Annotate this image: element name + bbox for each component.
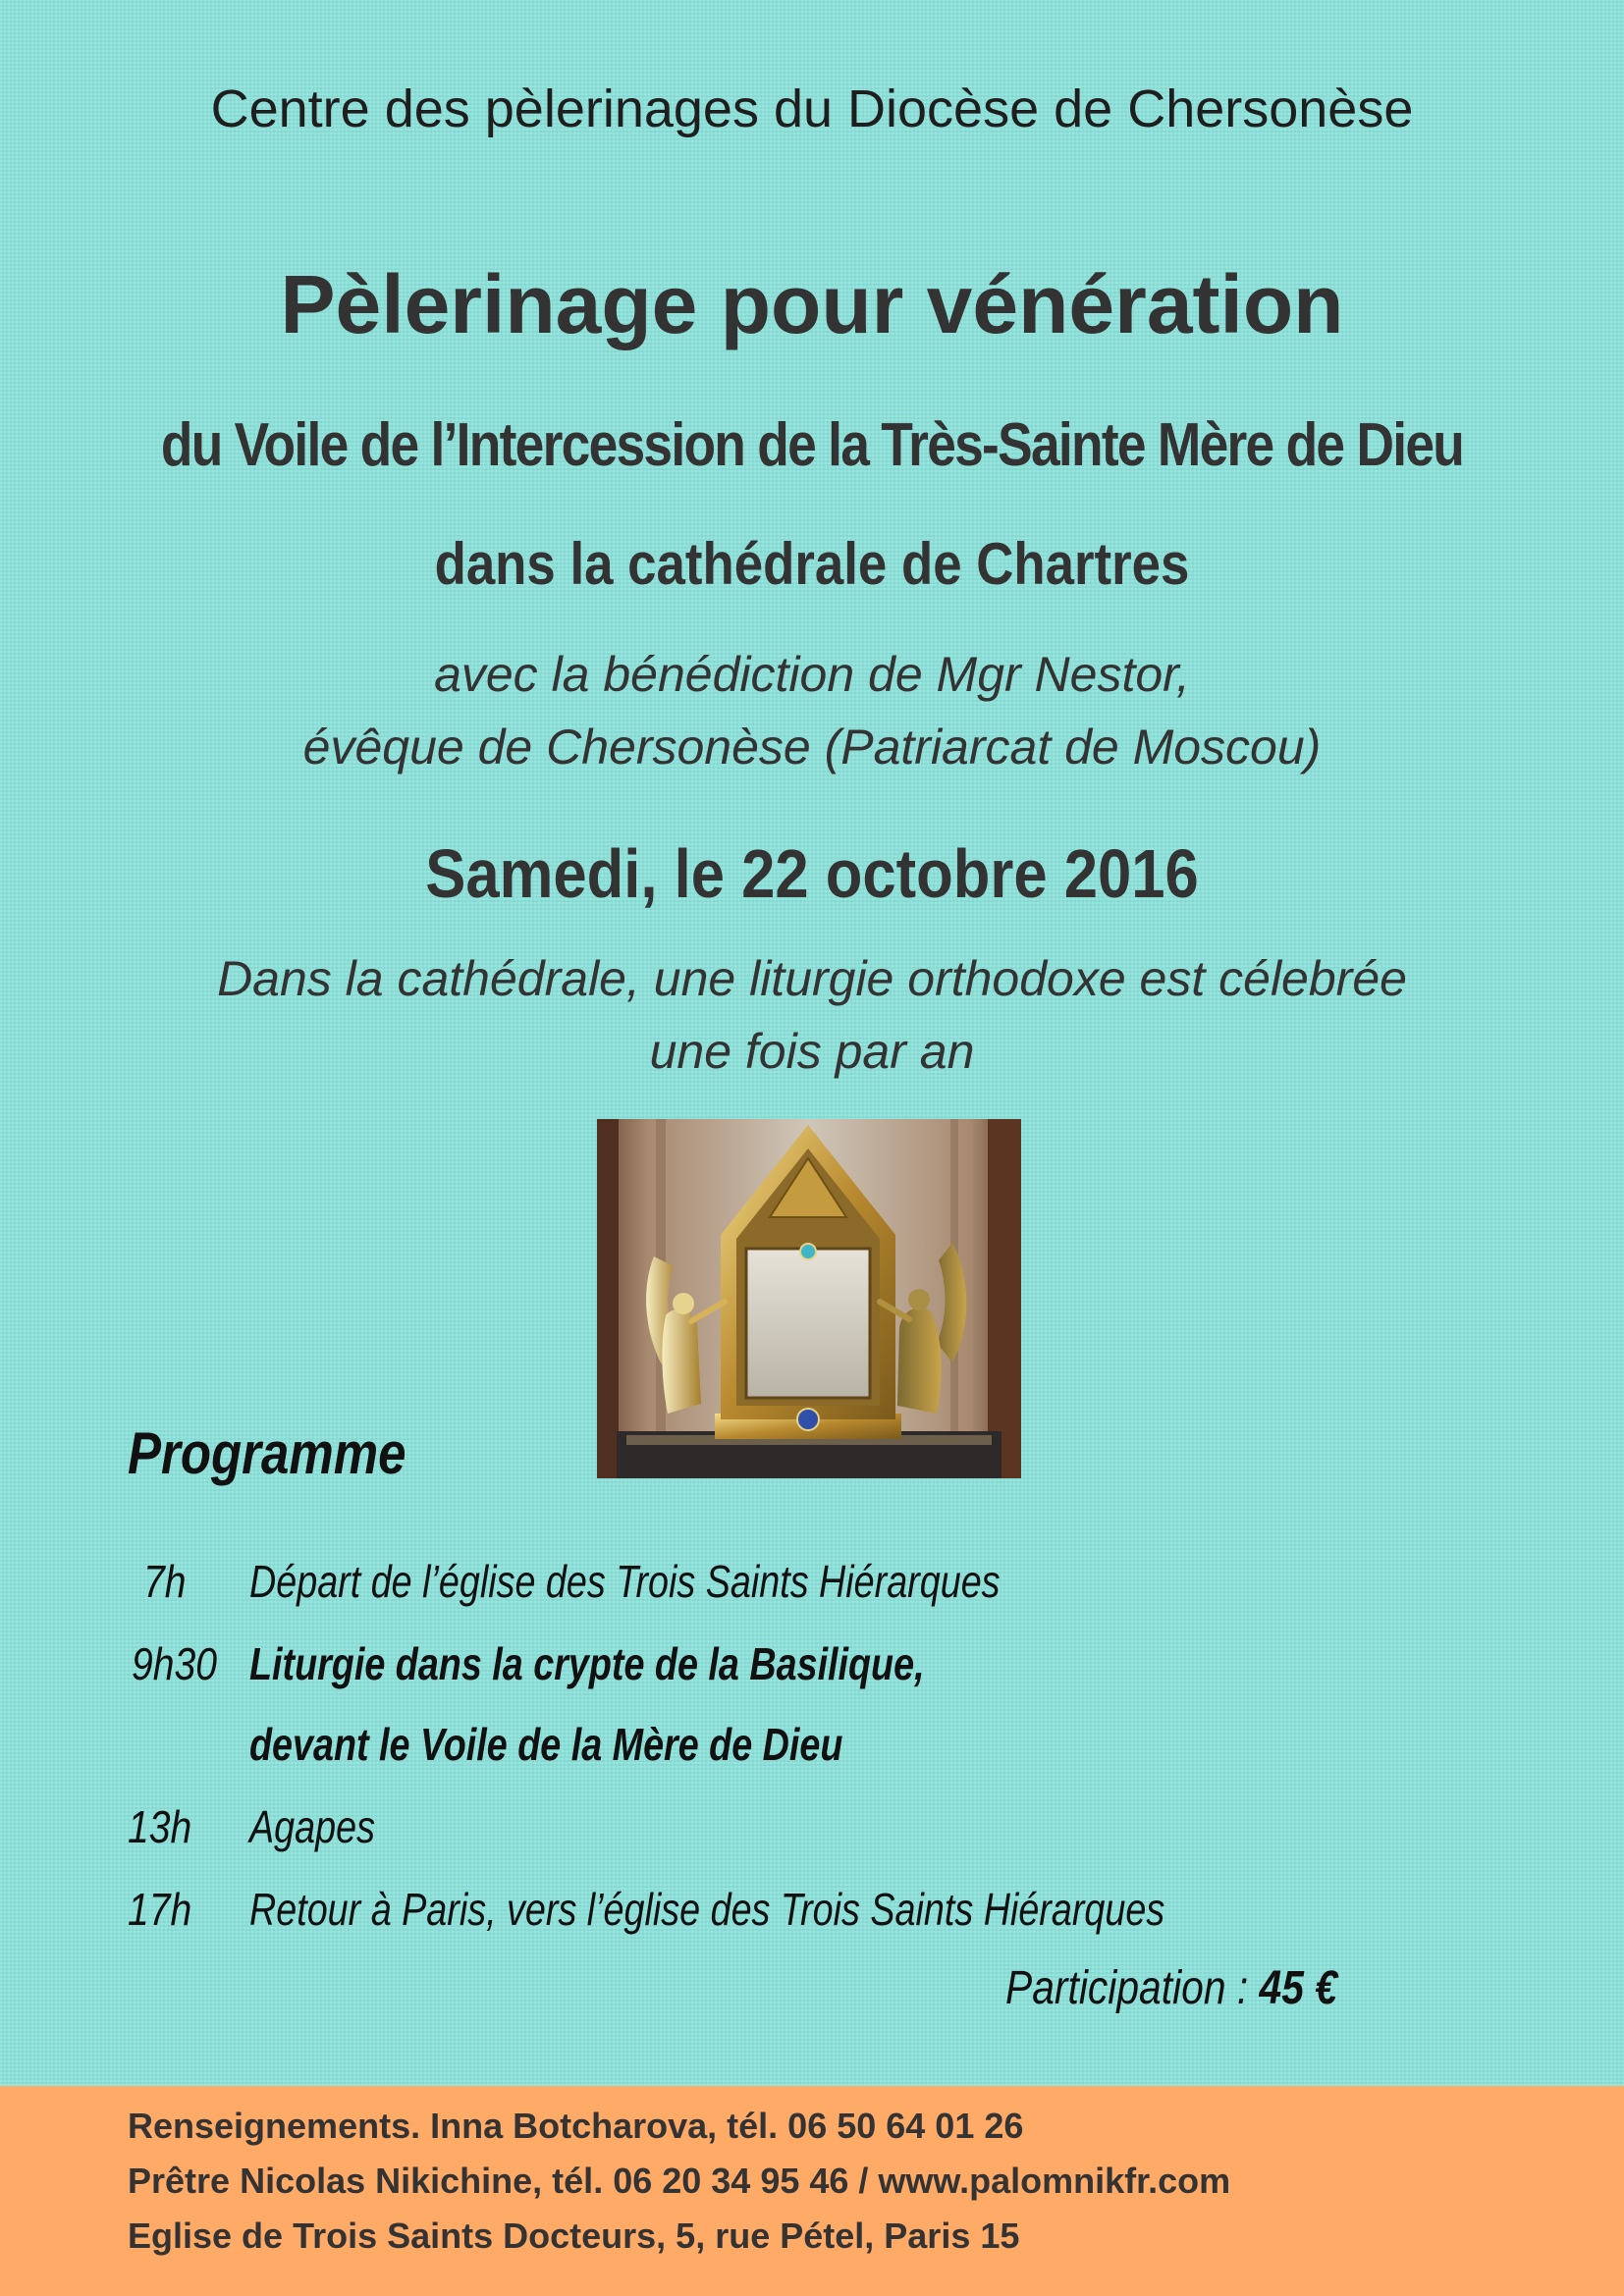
poster-title: Pèlerinage pour vénération (280, 258, 1344, 350)
event-note-1: Dans la cathédrale, une liturgie orthodoxe est célebrée (217, 951, 1407, 1006)
participation-label: Participation : (1005, 1962, 1260, 2014)
footer-contact-2: Prêtre Nicolas Nikichine, tél. 06 20 34 95 46 / www.palomnikfr.com (128, 2161, 1231, 2201)
programme-time-1: 7h (143, 1556, 187, 1607)
programme-text-2: Liturgie dans la crypte de la Basilique, (249, 1638, 925, 1689)
programme-text-3: Agapes (249, 1801, 375, 1852)
event-date: Samedi, le 22 octobre 2016 (425, 835, 1199, 912)
organization-name: Centre des pèlerinages du Diocèse de Chersonèse (210, 80, 1414, 138)
participation-price (1005, 1961, 1337, 2015)
reliquary-photo (597, 1119, 1021, 1478)
blessing-line-1: avec la bénédiction de Mgr Nestor, (434, 647, 1190, 702)
participation-amount: 45 € (1259, 1962, 1337, 2014)
blessing-line-2: évêque de Chersonèse (Patriarcat de Moscou) (302, 720, 1322, 774)
programme-time-4: 17h (128, 1884, 192, 1935)
programme-text-1: Départ de l’église des Trois Saints Hiérarques (249, 1556, 1001, 1607)
footer-contact-1: Renseignements. Inna Botcharova, tél. 06 50 64 01 26 (128, 2106, 1024, 2146)
event-note-2: une fois par an (649, 1024, 975, 1079)
contact-footer (0, 2086, 1624, 2296)
programme-text-4: Retour à Paris, vers l’église des Trois Saints Hiérarques (249, 1884, 1165, 1935)
poster-subtitle-2: dans la cathédrale de Chartres (434, 531, 1190, 597)
programme-time-2: 9h30 (132, 1638, 217, 1689)
programme-time-3: 13h (128, 1801, 192, 1852)
footer-address: Eglise de Trois Saints Docteurs, 5, rue Pétel, Paris 15 (128, 2216, 1020, 2256)
poster-subtitle-1: du Voile de l’Intercession de la Très-Sainte Mère de Dieu (160, 411, 1464, 479)
programme-title: Programme (128, 1420, 406, 1486)
programme-text-2b: devant le Voile de la Mère de Dieu (249, 1719, 843, 1770)
